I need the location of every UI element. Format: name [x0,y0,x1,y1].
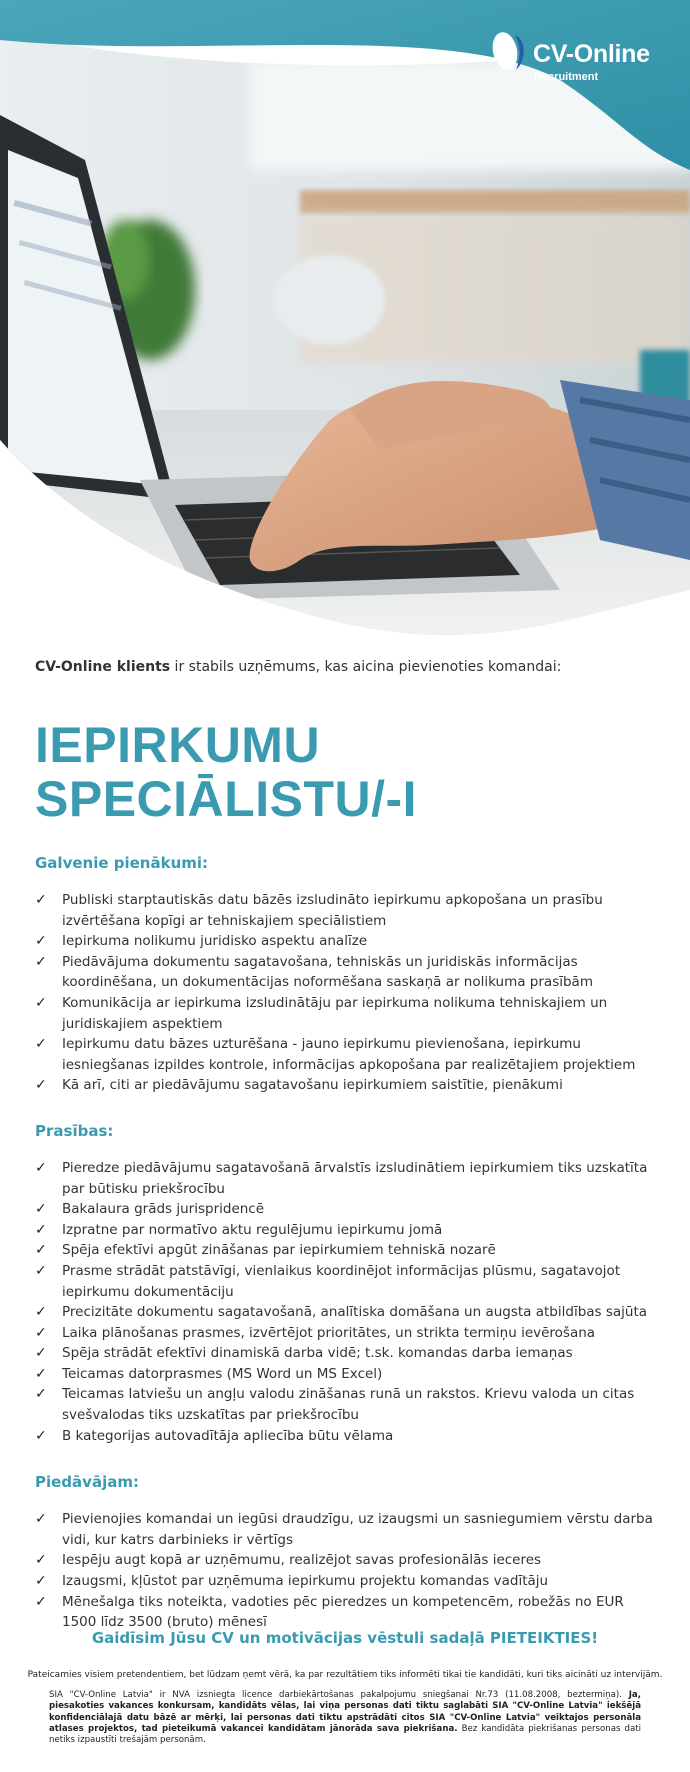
list-item-text: Piedāvājuma dokumentu sagatavošana, tehniskās un juridiskās informācijas koordinēšana, un dokumentācijas noformēšana saskaņā ar nolikuma prasībām [62,953,593,991]
checkmark-icon: ✓ [35,933,47,950]
checkmark-icon: ✓ [35,994,47,1011]
list-item [35,1426,655,1447]
list-item [35,1034,655,1075]
offer-heading: Piedāvājam: [35,1473,139,1492]
thanks-note: Pateicamies visiem pretendentiem, bet lūdzam ņemt vērā, ka par rezultātiem tiks informēti tikai tie kandidāti, kuri tiks aicināti uz intervijām. [27,1670,663,1680]
checkmark-icon: ✓ [35,892,47,908]
list-item-text: Komunikācija ar iepirkuma izsludinātāju par iepirkuma nolikuma tehniskajiem un juridiskajiem aspektiem [62,994,608,1032]
checkmark-icon: ✓ [35,1077,47,1094]
requirements-heading: Prasības: [35,1121,114,1140]
legal-license: SIA "CV-Online Latvia" ir NVA izsniegta licence darbiekārtošanas pakalpojumu sniegšanai Nr.73 (11.08.2008, beztermiņa). [49,1690,629,1700]
job-title-line2: SPECIĀLISTU/-I [35,771,418,827]
job-ad-content [35,658,655,1633]
checkmark-icon: ✓ [35,1324,47,1341]
checkmark-icon: ✓ [35,1304,47,1321]
list-item-text: Spēja strādāt efektīvi dinamiskā darba vidē; t.sk. komandas darba iemaņas [62,1345,573,1362]
list-item-text: Teicamas latviešu un angļu valodu zināšanas runā un rakstos. Krievu valoda un citas svešvalodas tiks uzskatītas par priekšrocību [62,1386,635,1424]
list-item-text: Teicamas datorprasmes (MS Word un MS Excel) [62,1365,383,1382]
list-item-text: Iepirkuma nolikumu juridisko aspektu analīze [62,933,368,950]
apply-call-to-action[interactable]: Gaidīsim Jūsu CV un motivācijas vēstuli sadaļā PIETEIKTIES! [91,1629,599,1647]
requirements-list [35,1158,655,1446]
list-item [35,1550,655,1571]
list-item [35,1302,655,1323]
list-item-text: Mēnešalga tiks noteikta, vadoties pēc pieredzes un kompetencēm, robežās no EUR 1500 līdz 3500 (bruto) mēnesī [62,1593,624,1631]
client-name: CV-Online klients [35,659,171,675]
legal-disclosure: Bez kandidāta piekrišanas personas dati netiks izpaustīti trešajām personām. [49,1723,641,1746]
list-item-text: Precizitāte dokumentu sagatavošanā, analītiska domāšana un augsta atbildības sajūta [62,1304,648,1321]
checkmark-icon: ✓ [35,1159,47,1176]
list-item [35,1323,655,1344]
brand-logo [488,30,658,85]
checkmark-icon: ✓ [35,1262,47,1279]
list-item-text: Izpratne par normatīvo aktu regulējumu iepirkumu jomā [62,1221,443,1238]
brand-name: CV-Online [533,40,650,68]
list-item-text: Iepirkumu datu bāzes uzturēšana - jauno iepirkumu pievienošana, iepirkumu iesniegšanas izpildes kontrole, informācijas apkopošana par realizētajiem projektiem [62,1036,636,1073]
list-item-text: Spēja efektīvi apgūt zināšanas par iepirkumiem tehniskā nozarē [62,1242,496,1259]
intro-text [35,658,655,676]
hero-banner [0,0,690,640]
list-item [35,1364,655,1385]
list-item [35,1571,655,1592]
checkmark-icon: ✓ [35,1201,47,1218]
checkmark-icon: ✓ [35,953,47,970]
duties-list [35,890,655,1096]
checkmark-icon: ✓ [35,1552,47,1569]
list-item [35,1075,655,1096]
brand-tagline: Recruitment [534,71,599,83]
list-item [35,1240,655,1261]
checkmark-icon: ✓ [35,1427,47,1444]
list-item-text: Publiski starptautiskās datu bāzēs izsludināto iepirkumu apkopošana un prasību izvērtēšana kopīgi ar tehniskajiem speciālistiem [62,892,603,929]
list-item [35,952,655,993]
list-item [35,993,655,1034]
duties-heading: Galvenie pienākumi: [35,854,209,872]
list-item [35,1343,655,1364]
list-item [35,1158,655,1199]
list-item-text: Iespēju augt kopā ar uzņēmumu, realizējot savas profesionālās ieceres [62,1552,542,1569]
offer-list [35,1509,655,1633]
checkmark-icon: ✓ [35,1386,47,1403]
list-item [35,890,655,931]
job-title [35,718,655,826]
legal-notice [49,1690,641,1746]
checkmark-icon: ✓ [35,1221,47,1238]
checkmark-icon: ✓ [35,1511,47,1528]
cv-online-logo-icon [488,30,532,74]
list-item-text: Kā arī, citi ar piedāvājumu sagatavošanu iepirkumiem saistītie, pienākumi [62,1077,563,1094]
legal-consent: Ja, piesakoties vakances konkursam, kandidāts vēlas, lai viņa personas dati tiktu saglabāti SIA "CV-Online Latvia" iekšējā konfidenciālajā datu bāzē ar mērķi, lai personas dati tiktu apstrādāti citos SIA "CV-Online Latvia" veiktajos personāla atlases projektos, tad pieteikumā vakancei kandidātam jānorāda sava piekrišana. [49,1690,641,1734]
list-item [35,1261,655,1302]
checkmark-icon: ✓ [35,1573,47,1590]
list-item-text: Pieredze piedāvājumu sagatavošanā ārvalstīs izsludinātiem iepirkumiem tiks uzskatīta par būtisku priekšrocību [62,1159,648,1197]
list-item-text: Pievienojies komandai un iegūsi draudzīgu, uz izaugsmi un sasniegumiem vērstu darba vidi, kur katrs darbinieks ir vērtīgs [62,1511,653,1548]
checkmark-icon: ✓ [35,1242,47,1259]
checkmark-icon: ✓ [35,1365,47,1382]
checkmark-icon: ✓ [35,1593,47,1610]
list-item-text: Izaugsmi, kļūstot par uzņēmuma iepirkumu projektu komandas vadītāju [62,1573,549,1590]
checkmark-icon: ✓ [35,1345,47,1362]
list-item-text: Prasme strādāt patstāvīgi, vienlaikus koordinējot informācijas plūsmu, sagatavojot iepirkumu dokumentāciju [62,1262,621,1300]
list-item [35,1199,655,1220]
list-item [35,1509,655,1550]
intro-sentence: ir stabils uzņēmums, kas aicina pievienoties komandai: [170,659,562,675]
list-item [35,1220,655,1241]
list-item [35,1384,655,1425]
list-item-text: B kategorijas autovadītāja apliecība būtu vēlama [62,1427,394,1444]
list-item-text: Bakalaura grāds jurispridencē [62,1201,265,1218]
job-title-line1: IEPIRKUMU [35,717,321,773]
list-item [35,931,655,952]
checkmark-icon: ✓ [35,1036,47,1053]
list-item [35,1592,655,1633]
list-item-text: Laika plānošanas prasmes, izvērtējot prioritātes, un strikta termiņu ievērošana [62,1324,596,1341]
